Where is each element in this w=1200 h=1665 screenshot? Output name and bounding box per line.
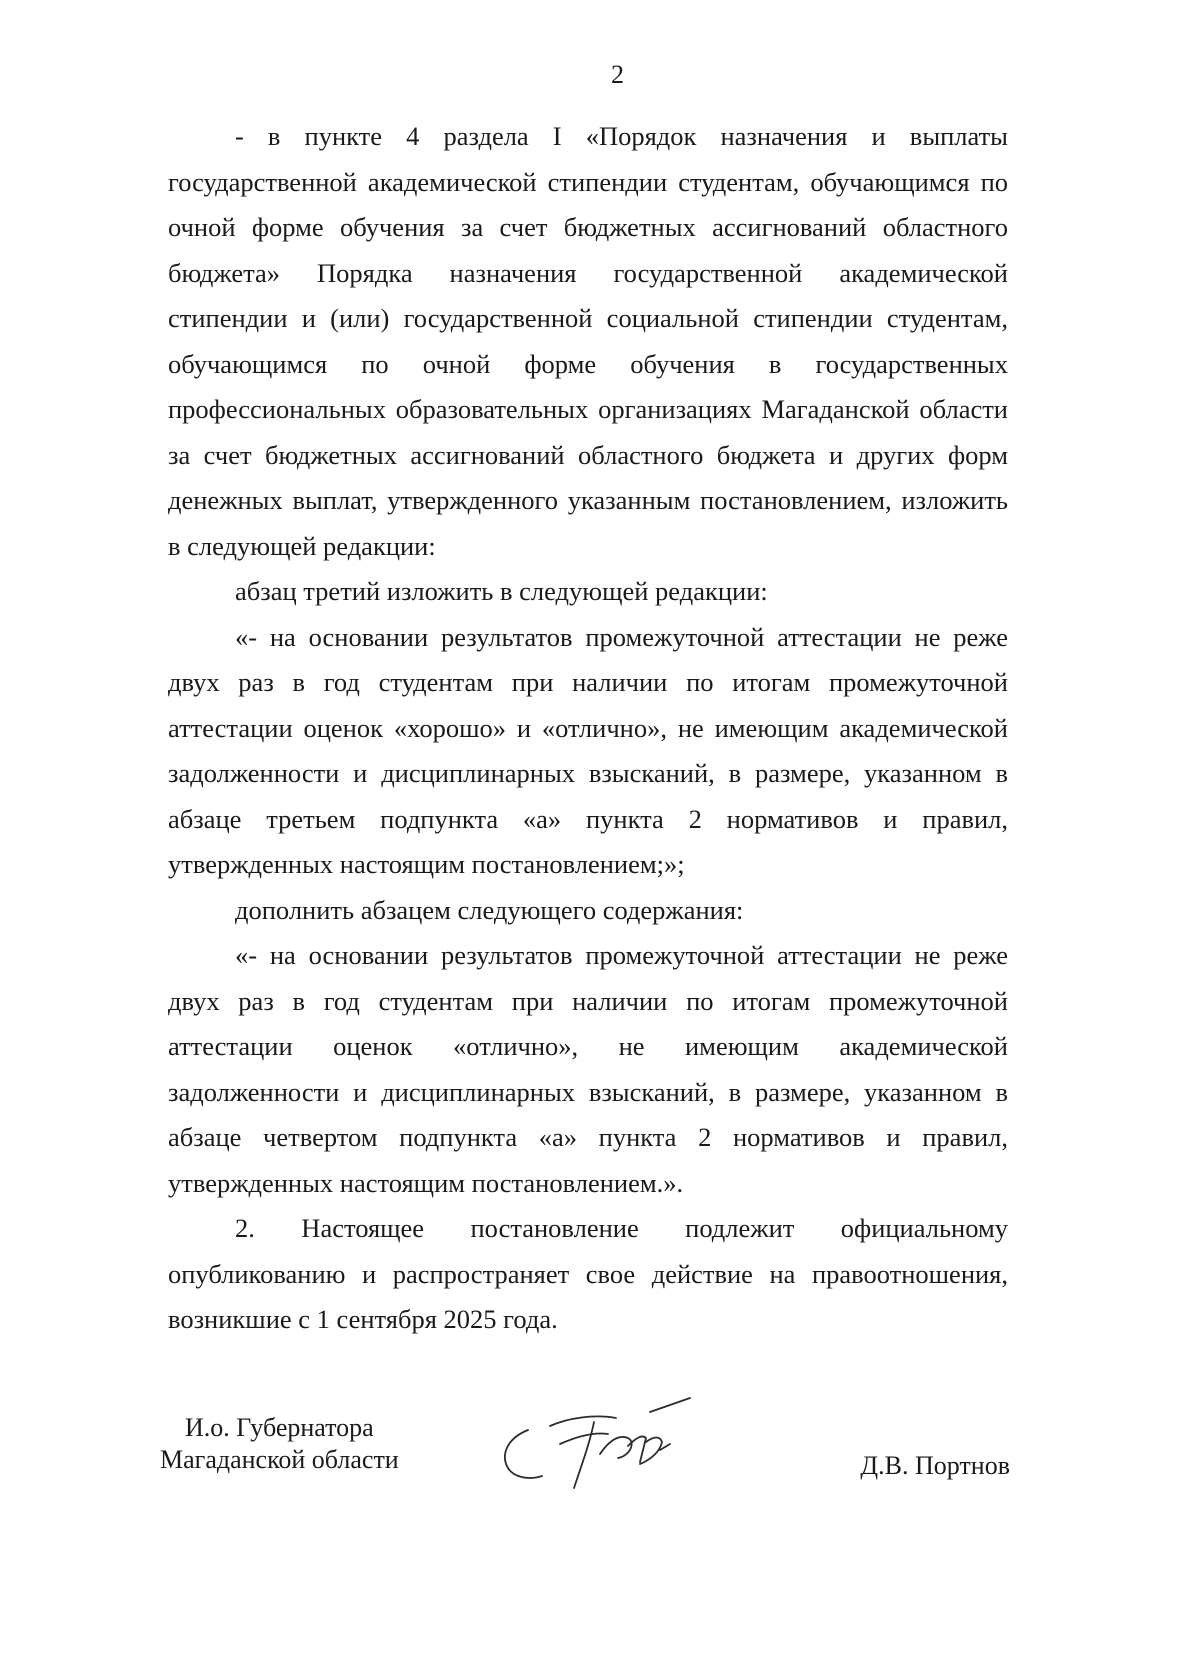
page-number: 2 [611, 60, 624, 89]
paragraph-third-clause-instruction: абзац третий изложить в следующей редакции: [235, 576, 768, 606]
paragraph-addition-text: «- на основании результатов промежуточной аттестации не реже двух раз в год студентам при наличии по итогам промежуточной аттестации оценок «отлично», не имеющим академической задолженности и дисциплинарных взысканий, в размере, указанном в абзаце четвертом подпункта «а» пункта 2 нормативов и правил, утвержденных настоящим постановлением.». [168, 940, 1008, 1198]
paragraph-amendment-intro: - в пункте 4 раздела I «Порядок назначения и выплаты государственной академической стипендии студентам, обучающимся по очной форме обучения за счет бюджетных ассигнований областного бюджета» Порядка назначения государственной академической стипендии и (или) государственной социальной стипендии студентам, обучающимся по очной форме обучения в государственных профессиональных образовательных организациях Магаданской области за счет бюджетных ассигнований областного бюджета и других форм денежных выплат, утвержденного указанным постановлением, изложить в следующей редакции: [168, 121, 1008, 561]
paragraph-addition-instruction: дополнить абзацем следующего содержания: [235, 894, 744, 925]
paragraph-publication-clause: 2. Настоящее постановление подлежит официальному опубликованию и распространяет свое действие на правоотношения, возникшие с 1 сентября 2025 года. [168, 1213, 1008, 1334]
document-body [168, 114, 1008, 1343]
signatory-position-line2: Магаданской области [160, 1445, 399, 1474]
handwritten-signature-icon [490, 1392, 720, 1502]
signatory-position [160, 1412, 399, 1476]
signatory-position-line1: И.о. Губернатора [184, 1413, 374, 1442]
signatory-name: Д.В. Портнов [860, 1451, 1010, 1480]
paragraph-third-clause-text: «- на основании результатов промежуточной аттестации не реже двух раз в год студентам при наличии по итогам промежуточной аттестации оценок «хорошо» и «отлично», не имеющим академической задолженности и дисциплинарных взысканий, в размере, указанном в абзаце третьем подпункта «а» пункта 2 нормативов и правил, утвержденных настоящим постановлением;»; [168, 621, 1008, 879]
signature-block [160, 1412, 1010, 1532]
